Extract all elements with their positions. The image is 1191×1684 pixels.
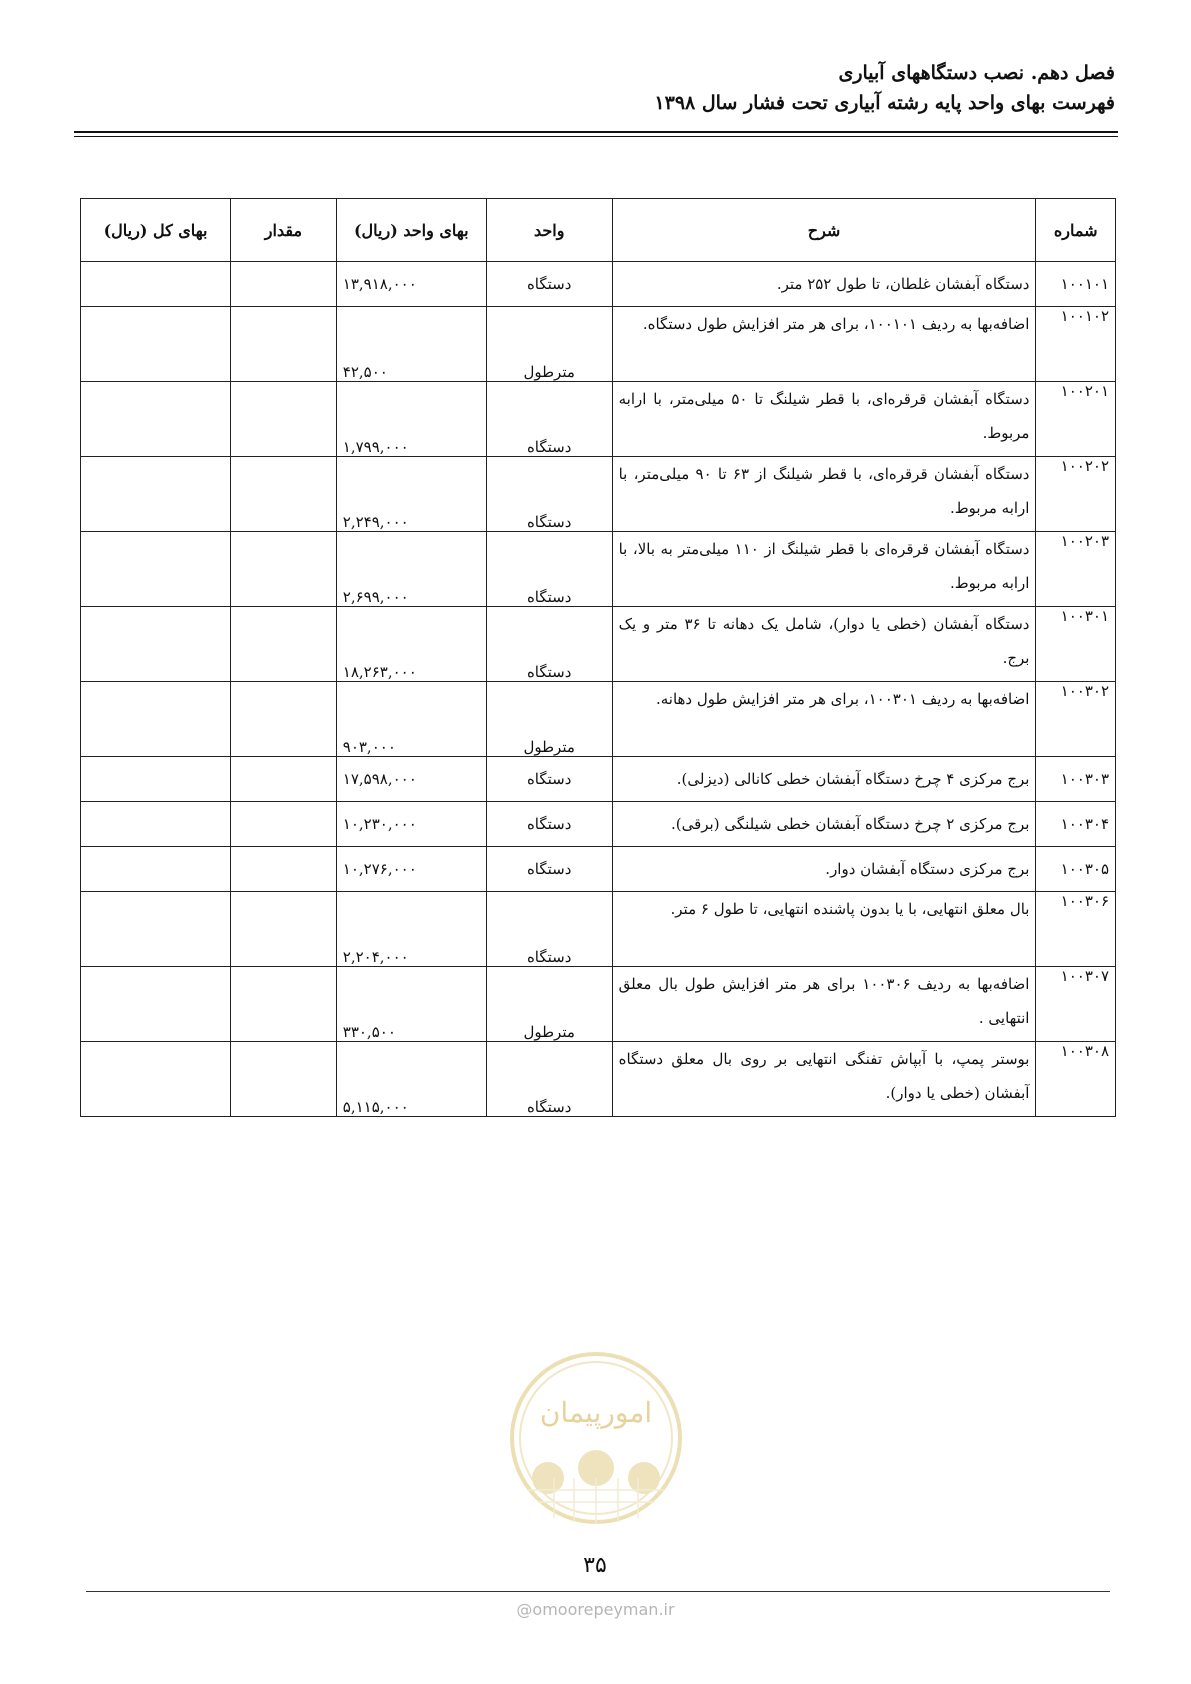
row-total-price [81, 382, 231, 457]
table-row [81, 607, 1116, 682]
row-description: دستگاه آبفشان قرقره‌ای، با قطر شیلنگ تا ۵۰ میلی‌متر، با ارابه مربوط. [612, 382, 1036, 457]
row-quantity [231, 847, 337, 892]
row-total-price [81, 682, 231, 757]
table-row [81, 967, 1116, 1042]
row-description: دستگاه آبفشان غلطان، تا طول ۲۵۲ متر. [612, 262, 1036, 307]
row-description: اضافه‌بها به ردیف ۱۰۰۳۰۱، برای هر متر افزایش طول دهانه. [612, 682, 1036, 757]
row-unit-price: ۳۳۰,۵۰۰ [336, 967, 486, 1042]
row-unit-price: ۱۰,۲۷۶,۰۰۰ [336, 847, 486, 892]
table-row [81, 307, 1116, 382]
row-unit-price: ۹۰۳,۰۰۰ [336, 682, 486, 757]
row-description: اضافه‌بها به ردیف ۱۰۰۱۰۱، برای هر متر افزایش طول دستگاه. [612, 307, 1036, 382]
row-quantity [231, 1042, 337, 1117]
row-unit: دستگاه [486, 457, 612, 532]
row-quantity [231, 757, 337, 802]
row-description: دستگاه آبفشان (خطی یا دوار)، شامل یک دهانه تا ۳۶ متر و یک برج. [612, 607, 1036, 682]
row-code: ۱۰۰۱۰۱ [1036, 262, 1116, 307]
row-code: ۱۰۰۳۰۳ [1036, 757, 1116, 802]
row-description: برج مرکزی ۴ چرخ دستگاه آبفشان خطی کانالی (دیزلی). [612, 757, 1036, 802]
table-row [81, 802, 1116, 847]
watermark-text: امورپیمان [539, 1396, 653, 1429]
column-header-unit: واحد [486, 199, 612, 262]
row-unit: دستگاه [486, 532, 612, 607]
row-unit: دستگاه [486, 847, 612, 892]
row-total-price [81, 892, 231, 967]
row-quantity [231, 892, 337, 967]
row-code: ۱۰۰۳۰۱ [1036, 607, 1116, 682]
row-code: ۱۰۰۲۰۲ [1036, 457, 1116, 532]
header-rule-thin [74, 136, 1118, 137]
row-total-price [81, 802, 231, 847]
row-total-price [81, 307, 231, 382]
column-header-description: شرح [612, 199, 1036, 262]
row-code: ۱۰۰۲۰۳ [1036, 532, 1116, 607]
row-quantity [231, 307, 337, 382]
row-unit: دستگاه [486, 382, 612, 457]
row-description: اضافه‌بها به ردیف ۱۰۰۳۰۶ برای هر متر افزایش طول بال معلق انتهایی . [612, 967, 1036, 1042]
page-header [75, 58, 1115, 118]
column-header-total-price: بهای کل (ریال) [81, 199, 231, 262]
page-number: ۳۵ [583, 1553, 607, 1578]
row-description: بوستر پمپ، با آبپاش تفنگی انتهایی بر روی بال معلق دستگاه آبفشان (خطی یا دوار). [612, 1042, 1036, 1117]
row-quantity [231, 802, 337, 847]
footer-rule [86, 1591, 1110, 1592]
table-row [81, 457, 1116, 532]
row-total-price [81, 457, 231, 532]
row-code: ۱۰۰۳۰۶ [1036, 892, 1116, 967]
row-unit-price: ۲,۶۹۹,۰۰۰ [336, 532, 486, 607]
row-total-price [81, 262, 231, 307]
row-total-price [81, 847, 231, 892]
footer-url: @omoorepeyman.ir [516, 1600, 675, 1619]
row-unit: مترطول [486, 307, 612, 382]
table-row [81, 1042, 1116, 1117]
watermark-logo [508, 1350, 684, 1526]
row-code: ۱۰۰۲۰۱ [1036, 382, 1116, 457]
row-unit: دستگاه [486, 607, 612, 682]
table-row [81, 382, 1116, 457]
row-unit-price: ۱۸,۲۶۳,۰۰۰ [336, 607, 486, 682]
table-row [81, 847, 1116, 892]
price-list-table [80, 198, 1116, 1117]
row-code: ۱۰۰۳۰۲ [1036, 682, 1116, 757]
row-description: دستگاه آبفشان قرقره‌ای، با قطر شیلنگ از ۶۳ تا ۹۰ میلی‌متر، با ارابه مربوط. [612, 457, 1036, 532]
row-unit: دستگاه [486, 262, 612, 307]
table-row [81, 682, 1116, 757]
header-rule-thick [74, 131, 1118, 133]
row-description: دستگاه آبفشان قرقره‌ای با قطر شیلنگ از ۱۱۰ میلی‌متر به بالا، با ارابه مربوط. [612, 532, 1036, 607]
row-total-price [81, 532, 231, 607]
row-quantity [231, 532, 337, 607]
table-row [81, 757, 1116, 802]
column-header-code: شماره [1036, 199, 1116, 262]
row-description: برج مرکزی ۲ چرخ دستگاه آبفشان خطی شیلنگی (برقی). [612, 802, 1036, 847]
table-row [81, 262, 1116, 307]
row-code: ۱۰۰۳۰۷ [1036, 967, 1116, 1042]
row-unit-price: ۴۲,۵۰۰ [336, 307, 486, 382]
row-quantity [231, 382, 337, 457]
row-total-price [81, 967, 231, 1042]
document-subtitle: فهرست بهای واحد پایه رشته آبیاری تحت فشار سال ۱۳۹۸ [654, 92, 1115, 114]
row-unit: دستگاه [486, 892, 612, 967]
row-code: ۱۰۰۳۰۸ [1036, 1042, 1116, 1117]
row-description: برج مرکزی دستگاه آبفشان دوار. [612, 847, 1036, 892]
row-quantity [231, 967, 337, 1042]
row-unit: مترطول [486, 967, 612, 1042]
row-quantity [231, 262, 337, 307]
row-unit-price: ۱۰,۲۳۰,۰۰۰ [336, 802, 486, 847]
row-unit-price: ۵,۱۱۵,۰۰۰ [336, 1042, 486, 1117]
row-unit: دستگاه [486, 802, 612, 847]
row-quantity [231, 457, 337, 532]
row-unit: مترطول [486, 682, 612, 757]
row-unit-price: ۲,۲۴۹,۰۰۰ [336, 457, 486, 532]
row-unit: دستگاه [486, 1042, 612, 1117]
table-header-row [81, 199, 1116, 262]
row-unit-price: ۲,۲۰۴,۰۰۰ [336, 892, 486, 967]
chapter-title: فصل دهم. نصب دستگاههای آبیاری [838, 62, 1115, 84]
table-row [81, 532, 1116, 607]
row-unit-price: ۱۷,۵۹۸,۰۰۰ [336, 757, 486, 802]
row-total-price [81, 757, 231, 802]
row-total-price [81, 1042, 231, 1117]
row-code: ۱۰۰۳۰۵ [1036, 847, 1116, 892]
row-unit: دستگاه [486, 757, 612, 802]
column-header-quantity: مقدار [231, 199, 337, 262]
row-code: ۱۰۰۳۰۴ [1036, 802, 1116, 847]
row-quantity [231, 607, 337, 682]
row-code: ۱۰۰۱۰۲ [1036, 307, 1116, 382]
row-description: بال معلق انتهایی، با یا بدون پاشنده انتهایی، تا طول ۶ متر. [612, 892, 1036, 967]
table-row [81, 892, 1116, 967]
row-unit-price: ۱۳,۹۱۸,۰۰۰ [336, 262, 486, 307]
column-header-unit-price: بهای واحد (ریال) [336, 199, 486, 262]
row-total-price [81, 607, 231, 682]
row-quantity [231, 682, 337, 757]
row-unit-price: ۱,۷۹۹,۰۰۰ [336, 382, 486, 457]
